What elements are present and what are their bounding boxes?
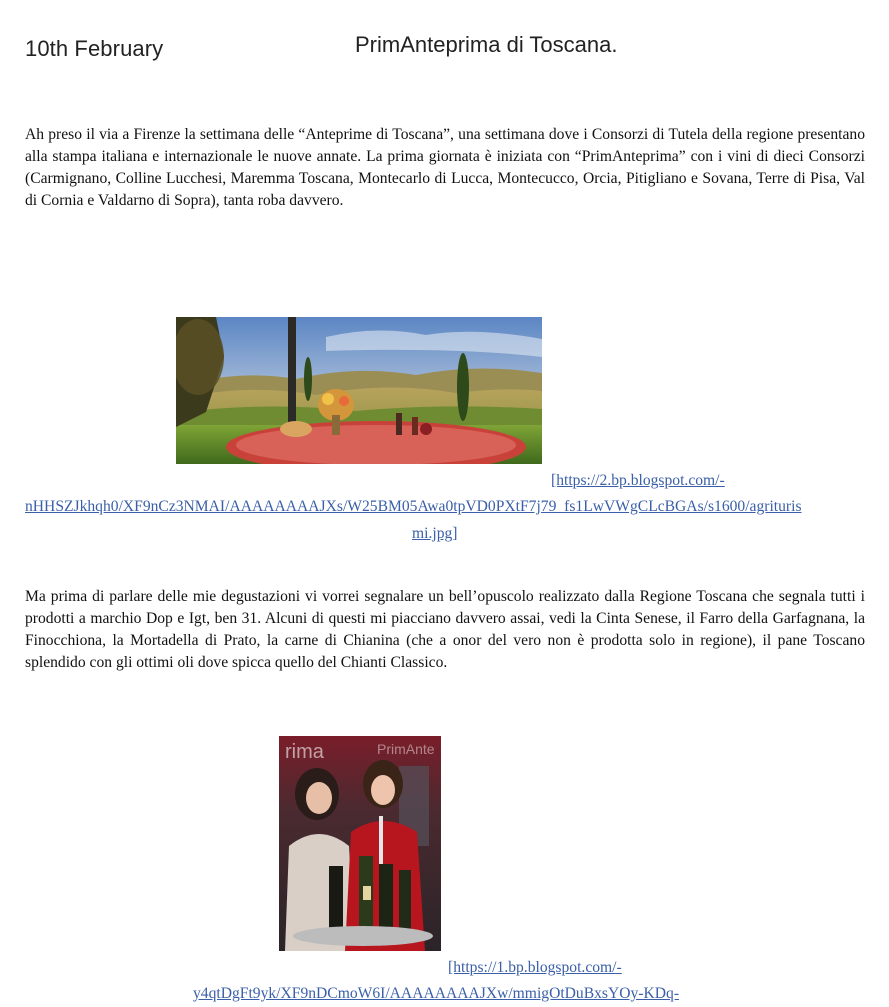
tuscany-landscape-image[interactable] <box>176 317 542 464</box>
post-date: 10th February <box>25 36 164 61</box>
image2-link-line2[interactable]: y4qtDgFt9yk/XF9nDCmoW6I/AAAAAAAAJXw/mmigOtDuBxsYOy-KDq- <box>193 985 680 1002</box>
image2-link-line1[interactable]: [https://1.bp.blogspot.com/- <box>448 959 622 976</box>
post-title: PrimAnteprima di Toscana. <box>355 32 618 57</box>
svg-text:PrimAnte: PrimAnte <box>377 741 435 757</box>
two-women-wine-event-image[interactable] <box>279 736 441 951</box>
image1-link-line1[interactable]: [https://2.bp.blogspot.com/- <box>551 472 725 489</box>
paragraph-products: Ma prima di parlare delle mie degustazioni vi vorrei segnalare un bell’opuscolo realizzato dalla Regione Toscana che segnala tutti i prodotti a marchio Dop e Igt, ben 31. Alcuni di questi mi piacciano davvero assai, vedi la Cinta Senese, il Farro della Garfagnana, la Finocchiona, la Mortadella di Prato, la carne di Chianina (che a onor del vero non è prodotta solo in regione), il pane Toscano splendido con gli ottimi oli dove spicca quello del Chianti Classico. <box>25 588 865 671</box>
svg-text:rima: rima <box>285 741 324 763</box>
paragraph-intro: Ah preso il via a Firenze la settimana delle “Anteprime di Toscana”, una settimana dove i Consorzi di Tutela della regione presentano alla stampa italiana e internazionale le nuove annate. La prima giornata è iniziata con “PrimAnteprima” con i vini di dieci Consorzi (Carmignano, Colline Lucchesi, Maremma Toscana, Montecarlo di Lucca, Montecucco, Orcia, Pitigliano e Sovana, Terre di Pisa, Val di Cornia e Valdarno di Sopra), tanta roba davvero. <box>25 126 865 209</box>
image1-link-line3[interactable]: mi.jpg] <box>412 525 458 542</box>
image1-link-line2[interactable]: nHHSZJkhqh0/XF9nCz3NMAI/AAAAAAAAJXs/W25BM05Awa0tpVD0PXtF7j79_fs1LwVWgCLcBGAs/s1600/agrituris <box>25 498 802 515</box>
